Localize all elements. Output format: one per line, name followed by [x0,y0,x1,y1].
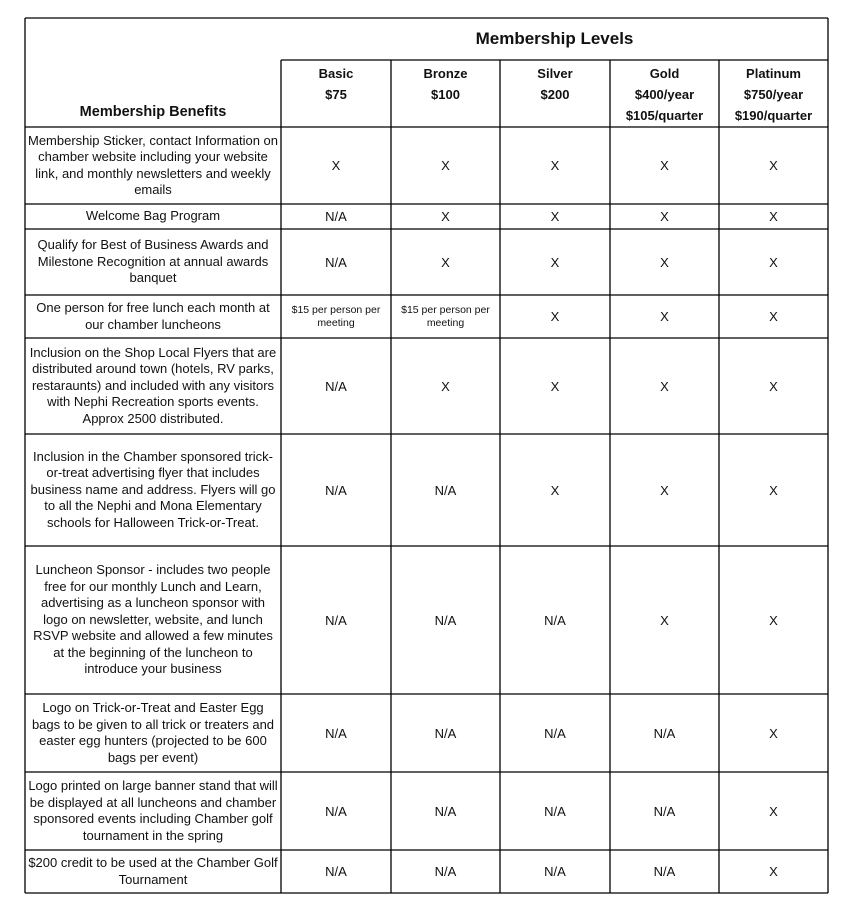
level-header-bronze [391,60,500,127]
level-header-silver [500,60,610,127]
level-cell-bronze: X [441,254,450,270]
level-cell-silver: X [550,482,560,498]
level-cell-basic: N/A [325,482,347,498]
level-cell-basic: N/A [325,864,347,879]
benefit-label: Membership Sticker, contact Information on chamber website including your website link, and monthly newsletters and weekly emails [28,132,279,197]
level-price: $750/year [743,87,804,102]
level-price: $400/year [634,87,695,102]
level-cell-bronze: N/A [434,725,457,741]
benefit-label: Qualify for Best of Business Awards and Milestone Recognition at annual awards banquet [37,237,269,286]
level-cell-basic: $15 per person per meeting [291,303,381,329]
level-cell-gold: X [660,482,669,498]
level-cell-bronze: $15 per person per meeting [401,303,490,329]
level-name: Gold [649,66,680,81]
level-cell-silver: X [550,309,560,324]
level-header-basic [281,60,391,127]
level-price: $200 [540,87,570,102]
table-title: Membership Levels [475,29,634,48]
level-name: Bronze [423,66,468,81]
level-name: Silver [537,66,573,81]
level-cell-platinum: X [769,612,778,628]
level-cell-platinum: X [769,482,778,498]
benefit-label: Logo on Trick-or-Treat and Easter Egg bags to be given to all trick or treaters and easter egg hunters (projected to be 600 bags per event) [31,700,275,765]
benefit-label: $200 credit to be used at the Chamber Golf Tournament [28,855,278,887]
level-cell-platinum: X [769,803,778,819]
benefits-column-header: Membership Benefits [79,104,227,120]
level-cell-platinum: X [769,209,778,224]
level-cell-basic: N/A [325,725,347,741]
level-cell-basic: N/A [325,209,347,224]
level-price: $105/quarter [625,108,704,123]
level-cell-gold: X [660,612,669,628]
level-cell-basic: N/A [325,612,347,628]
benefit-label: One person for free lunch each month at our chamber luncheons [36,300,270,332]
level-cell-platinum: X [769,378,778,394]
level-cell-bronze: N/A [434,482,457,498]
level-cell-silver: X [550,378,560,394]
level-cell-platinum: X [769,254,778,270]
benefit-label: Luncheon Sponsor - includes two people free for our monthly Lunch and Learn, advertising as a luncheon sponsor with logo on newsletter, website, and lunch RSVP website and allowed a few minutes at the beginning of the luncheon to introduce your business [33,562,273,677]
level-cell-bronze: N/A [434,864,457,879]
benefit-label: Inclusion in the Chamber sponsored trick-or-treat advertising flyer that includes business name and address. Flyers will go to all the Nephi and Mona Elementary schools for Halloween Trick-or-Treat. [30,448,276,530]
benefit-label: Welcome Bag Program [85,208,221,224]
level-name: Basic [318,66,354,81]
level-cell-platinum: X [769,309,778,324]
level-cell-silver: N/A [544,612,566,628]
level-cell-gold: N/A [653,803,676,819]
level-cell-bronze: N/A [434,612,457,628]
level-cell-gold: X [660,254,669,270]
level-cell-gold: X [660,209,669,224]
level-cell-bronze: X [441,378,450,394]
level-cell-silver: X [550,209,560,224]
level-header-platinum [719,60,828,127]
level-price: $75 [325,87,347,102]
level-cell-platinum: X [769,725,778,741]
level-cell-silver: N/A [544,803,566,819]
level-price: $190/quarter [734,108,813,123]
level-cell-basic: N/A [325,803,347,819]
level-cell-bronze: X [441,158,450,173]
benefit-label: Logo printed on large banner stand that will be displayed at all luncheons and chamber sponsored events including Chamber golf tournament in the spring [28,778,278,843]
level-cell-silver: N/A [544,725,566,741]
level-header-gold [610,60,719,127]
level-price: $100 [431,87,460,102]
level-cell-basic: X [331,158,341,173]
level-cell-bronze: N/A [434,803,457,819]
level-cell-silver: N/A [544,864,566,879]
level-cell-gold: N/A [653,864,676,879]
level-cell-silver: X [550,254,560,270]
level-cell-platinum: X [769,158,778,173]
level-cell-basic: N/A [325,378,347,394]
level-cell-silver: X [550,158,560,173]
level-cell-platinum: X [769,864,778,879]
level-cell-gold: N/A [653,725,676,741]
level-cell-gold: X [660,378,669,394]
benefit-label: Inclusion on the Shop Local Flyers that are distributed around town (hotels, RV parks, restaraunts) and included with any visitors with Nephi Recreation sports events. Approx 2500 distributed. [29,344,277,426]
level-name: Platinum [746,66,801,81]
level-cell-basic: N/A [325,254,347,270]
level-cell-bronze: X [441,209,450,224]
level-cell-gold: X [660,158,669,173]
level-cell-gold: X [660,309,669,324]
